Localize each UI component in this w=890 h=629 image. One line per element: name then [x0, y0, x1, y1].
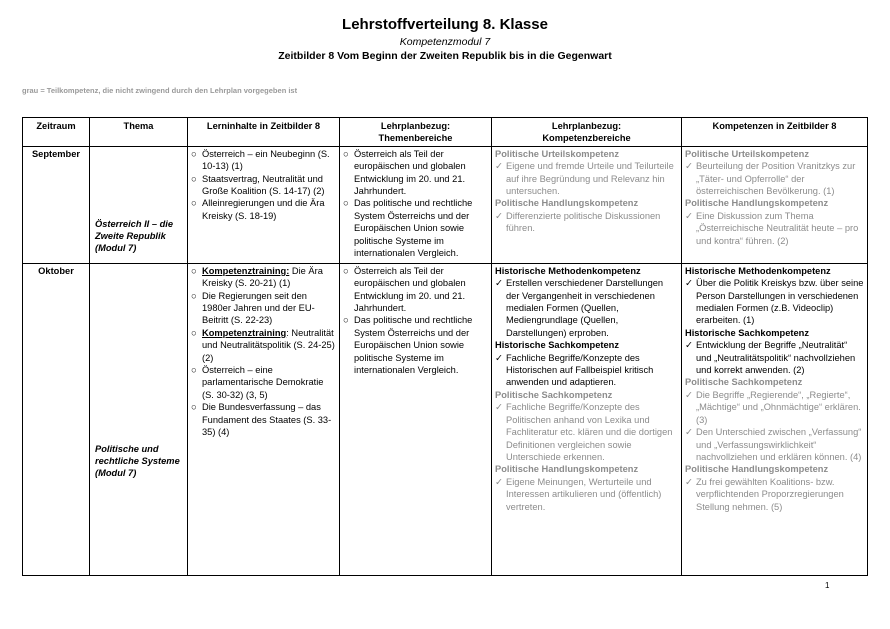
- header-lerninhalte: Lerninhalte in Zeitbilder 8: [188, 118, 340, 147]
- competence-heading: Historische Sachkompetenz: [495, 340, 619, 351]
- competence-heading: Politische Handlungskompetenz: [685, 198, 829, 209]
- header-kompetenzbereiche: Lehrplanbezug: Kompetenzbereiche: [492, 118, 682, 147]
- kompetenzen-cell: [682, 146, 868, 263]
- circle-bullet-icon: ○: [191, 173, 197, 184]
- competence-heading: Historische Methodenkompetenz: [685, 265, 831, 276]
- lerninhalte-cell: [188, 146, 340, 263]
- header-kompetenzen: Kompetenzen in Zeitbilder 8: [682, 118, 868, 147]
- list-item: ○ Die Bundesverfassung – das Fundament des Staates (S. 33-35) (4): [191, 402, 332, 438]
- circle-bullet-icon: ○: [191, 402, 197, 413]
- list-item: ✓ Fachliche Begriffe/Konzepte des Historischen auf Fallbeispiel kritisch anwenden und adaptieren.: [495, 352, 654, 388]
- checkmark-icon: ✓: [685, 476, 693, 487]
- checkmark-icon: ✓: [495, 278, 503, 289]
- circle-bullet-icon: ○: [191, 327, 197, 338]
- checkmark-icon: ✓: [685, 340, 693, 351]
- competence-heading: Politische Urteilskompetenz: [685, 148, 809, 159]
- competence-heading: Historische Methodenkompetenz: [495, 265, 641, 276]
- list-item: ✓ Fachliche Begriffe/Konzepte des Politischen anhand von Lexika und Fachliteratur etc. klären und die dortigen Definitionen vergleichen sowie Unterschiede erkennen.: [495, 402, 673, 462]
- zeitraum-cell: September: [23, 146, 90, 263]
- competence-heading: Politische Sachkompetenz: [685, 377, 803, 388]
- list-item: ○ Österreich – ein Neubeginn (S. 10-13) (1): [191, 148, 330, 172]
- list-item: ✓ Eine Diskussion zum Thema „Österreichische Neutralität heute – pro und kontra“ führen. (2): [685, 210, 859, 246]
- lerninhalte-cell: [188, 263, 340, 575]
- circle-bullet-icon: ○: [343, 148, 349, 159]
- list-item: ○ Die Regierungen seit den 1980er Jahren und der EU-Beitritt (S. 22-23): [191, 290, 315, 326]
- checkmark-icon: ✓: [685, 427, 693, 438]
- list-item: ○ Österreich – eine parlamentarische Demokratie (S. 30-32) (3, 5): [191, 365, 324, 400]
- list-item: ○ Österreich als Teil der europäischen und globalen Entwicklung im 20. und 21. Jahrhundert.: [343, 148, 466, 197]
- list-item: ○ Alleinregierungen und die Ära Kreisky (S. 18-19): [191, 198, 325, 221]
- list-item: ✓ Den Unterschied zwischen „Verfassung“ und „Verfassungswirklichkeit“ nachvollziehen und erklären können. (4): [685, 427, 862, 462]
- zeitraum-cell: Oktober: [23, 263, 90, 575]
- circle-bullet-icon: ○: [191, 365, 197, 376]
- list-item: ✓ Zu frei gewählten Koalitions- bzw. verpflichtenden Proporzregierungen Stellung nehmen. (5): [685, 476, 844, 512]
- legend-note: grau = Teilkompetenz, die nicht zwingend durch den Lehrplan vorgegeben ist: [22, 86, 298, 95]
- list-item: ✓ Beurteilung der Position Vranitzkys zur „Täter- und Opferrolle“ der österreichischen Bevölkerung. (1): [685, 161, 856, 197]
- list-item: ✓ Entwicklung der Begriffe „Neutralität“ und „Neutralitätspolitik“ nachvollziehen und korrekt anwenden. (2): [685, 340, 856, 376]
- table-row: [23, 146, 868, 263]
- thema-cell: Politische und rechtliche Systeme (Modul 7): [90, 263, 188, 575]
- list-item: ○ Das politische und rechtliche System Österreichs und der Europäischen Union sowie politische Systeme im internationalen Vergleich.: [343, 198, 473, 259]
- list-item: ○ Das politische und rechtliche System Österreichs und der Europäischen Union sowie politische Systeme im internationalen Vergleich.: [343, 315, 473, 376]
- header-thema: Thema: [90, 118, 188, 147]
- kompetenzen-cell: [682, 263, 868, 575]
- list-item: ○ Österreich als Teil der europäischen und globalen Entwicklung im 20. und 21. Jahrhundert.: [343, 265, 466, 314]
- list-item: ✓ Über die Politik Kreiskys bzw. über seine Person Darstellungen in verschiedenen medialen Formen (z.B. Videoclip) erarbeiten. (1): [685, 278, 864, 326]
- checkmark-icon: ✓: [495, 402, 503, 413]
- list-item: ○ Staatsvertrag, Neutralität und Große Koalition (S. 14-17) (2): [191, 173, 325, 197]
- competence-heading: Politische Handlungskompetenz: [495, 464, 639, 475]
- header-zeitraum: Zeitraum: [23, 118, 90, 147]
- checkmark-icon: ✓: [685, 278, 693, 289]
- themenbereiche-cell: [340, 263, 492, 575]
- document-subtitle: Kompetenzmodul 7: [399, 36, 491, 48]
- checkmark-icon: ✓: [685, 389, 693, 400]
- circle-bullet-icon: ○: [191, 148, 197, 159]
- page-number: 1: [825, 581, 830, 590]
- list-item: ○ Kompetenztraining: Neutralität und Neutralitätspolitik (S. 24-25) (2): [191, 327, 335, 363]
- list-item: ✓ Eigene und fremde Urteile und Teilurteile auf ihre Begründung und Relevanz hin untersuchen.: [495, 161, 674, 197]
- list-item: ✓ Erstellen verschiedener Darstellungen der Vergangenheit in verschiedenen medialen Formen (Quellen, Mediengrundlage (Quellen, Darstellungen) erproben.: [495, 278, 664, 338]
- checkmark-icon: ✓: [495, 161, 503, 172]
- checkmark-icon: ✓: [685, 161, 693, 172]
- list-item: ✓ Die Begriffe „Regierende“, „Regierte“, „Mächtige“ und „Ohnmächtige“ erklären. (3): [685, 389, 861, 425]
- competence-heading: Politische Sachkompetenz: [495, 389, 613, 400]
- thema-cell: Österreich II – die Zweite Republik (Modul 7): [90, 146, 188, 263]
- circle-bullet-icon: ○: [343, 315, 349, 326]
- header-themenbereiche: Lehrplanbezug: Themenbereiche: [340, 118, 492, 147]
- table-header-row: [23, 118, 868, 147]
- kompetenzbereiche-cell: [492, 263, 682, 575]
- table-row: [23, 263, 868, 575]
- competence-heading: Politische Urteilskompetenz: [495, 148, 619, 159]
- list-item: ○ Kompetenztraining: Die Ära Kreisky (S. 20-21) (1): [191, 265, 323, 289]
- circle-bullet-icon: ○: [343, 265, 349, 276]
- curriculum-table: [22, 117, 868, 576]
- themenbereiche-cell: [340, 146, 492, 263]
- competence-heading: Historische Sachkompetenz: [685, 327, 809, 338]
- competence-heading: Politische Handlungskompetenz: [495, 198, 639, 209]
- circle-bullet-icon: ○: [191, 265, 197, 276]
- book-title: Zeitbilder 8 Vom Beginn der Zweiten Republik bis in die Gegenwart: [278, 50, 612, 62]
- document-title: Lehrstoffverteilung 8. Klasse: [342, 16, 548, 33]
- circle-bullet-icon: ○: [191, 198, 197, 209]
- checkmark-icon: ✓: [685, 210, 693, 221]
- list-item: ✓ Differenzierte politische Diskussionen führen.: [495, 210, 661, 234]
- kompetenzbereiche-cell: [492, 146, 682, 263]
- competence-heading: Politische Handlungskompetenz: [685, 464, 829, 475]
- checkmark-icon: ✓: [495, 210, 503, 221]
- circle-bullet-icon: ○: [343, 198, 349, 209]
- circle-bullet-icon: ○: [191, 290, 197, 301]
- checkmark-icon: ✓: [495, 352, 503, 363]
- checkmark-icon: ✓: [495, 476, 503, 487]
- list-item: ✓ Eigene Meinungen, Werturteile und Interessen artikulieren und (öffentlich) vertreten.: [495, 476, 662, 512]
